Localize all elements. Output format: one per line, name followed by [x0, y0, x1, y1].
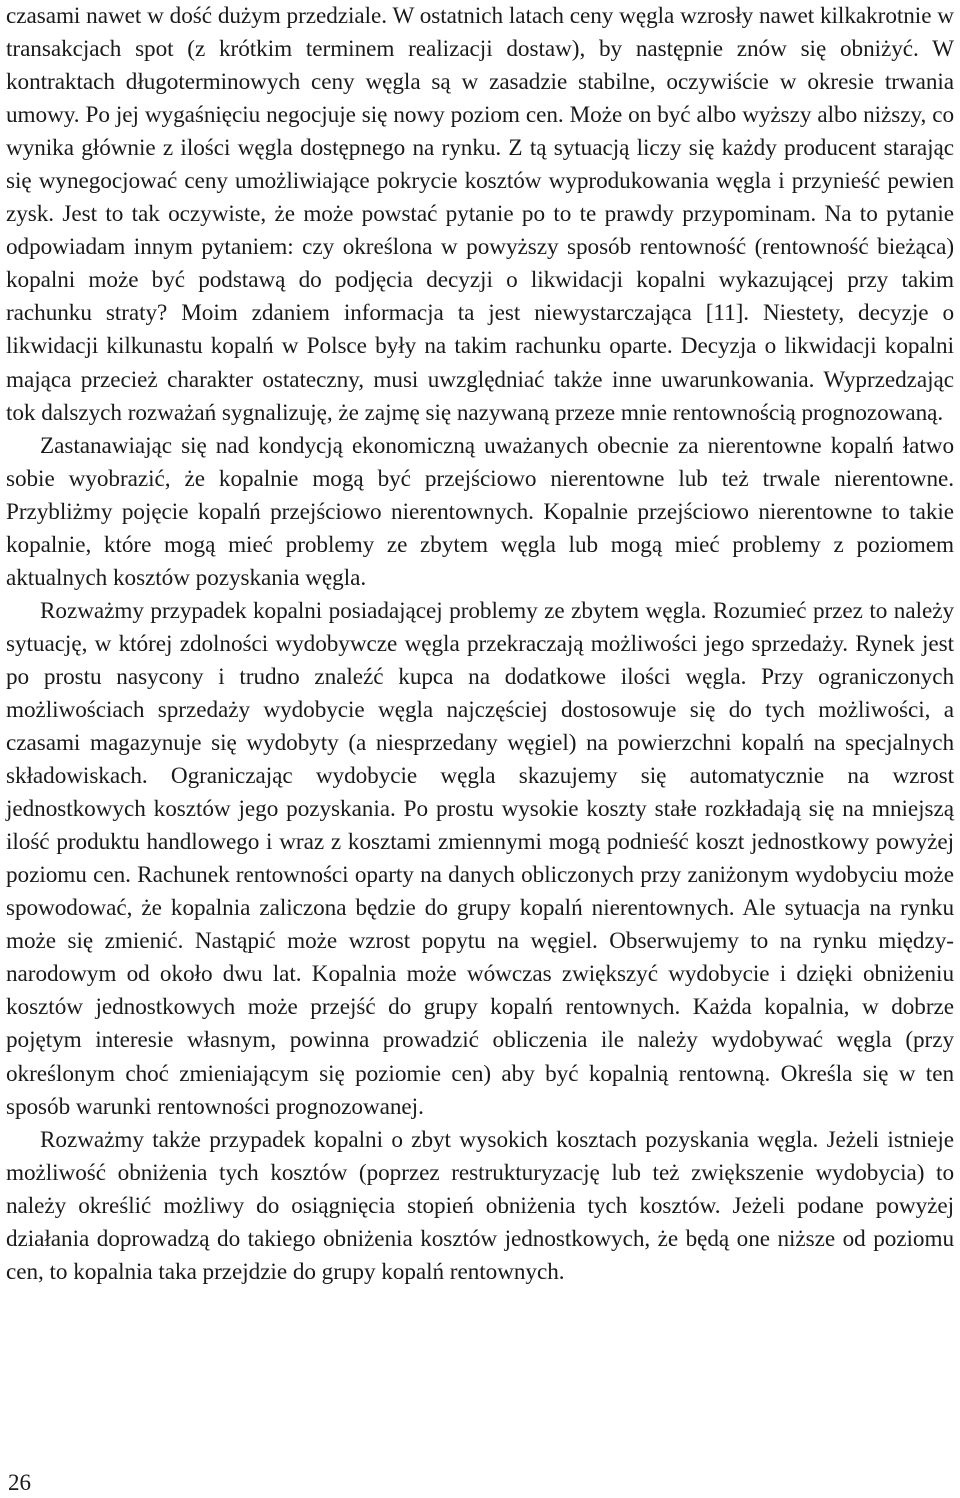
paragraph-3: Rozważmy przypadek kopalni posiadającej problemy ze zbytem węgla. Rozumieć przez to należy sytuację, w której zdolności wydobywcze węgla przekraczają możliwości jego sprzedaży. Rynek jest po prostu nasycony i trudno znaleźć kupca na dodatkowe ilości węgla. Przy ograniczonych możliwościach sprzedaży wydobycie węgla najczęściej dostosowuje się do tych możliwości, a czasami magazynuje się wydobyty (a niesprzedany węgiel) na powierzchni kopalń na specjalnych składowiskach. Ograniczając wydobycie węgla skazujemy się automatycznie na wzrost jednostkowych kosztów jego pozyskania. Po prostu wysokie koszty stałe rozkładają się na mniejszą ilość produktu handlowego i wraz z kosztami zmiennymi mogą podnieść koszt jednostkowy powyżej poziomu cen. Rachunek rentowności oparty na danych obliczonych przy zaniżonym wydobyciu może spowodować, że kopalnia zaliczona będzie do grupy kopalń nierentownych. Ale sytuacja na rynku może się zmienić. Nastąpić może wzrost popytu na węgiel. Obserwujemy to na rynku międzynarodowym od około dwu lat. Kopalnia może wówczas zwiększyć wydobycie i dzięki obniżeniu kosztów jednostkowych może przejść do grupy kopalń rentownych. Każda kopalnia, w dobrze pojętym interesie własnym, powinna prowadzić obliczenia ile należy wydobywać węgla (przy określonym choć zmieniającym się poziomie cen) aby być kopalnią rentowną. Określa się w ten sposób warunki rentowności prognozowanej.: [6, 597, 954, 1120]
document-page: [6, 0, 954, 1289]
paragraph-1: czasami nawet w dość dużym przedziale. W ostatnich latach ceny węgla wzrosły nawet kilkakrotnie w transakcjach spot (z krótkim terminem realizacji dostaw), by następnie znów się obniżyć. W kontraktach długoterminowych ceny węgla są w zasadzie stabilne, oczywiście w okresie trwania umowy. Po jej wygaśnięciu negocjuje się nowy poziom cen. Może on być albo wyższy albo niższy, co wynika głównie z ilości węgla dostępnego na rynku. Z tą sytuacją liczy się każdy producent starając się wynegocjować ceny umożliwiające pokrycie kosztów wyprodukowania węgla i przynieść pewien zysk. Jest to tak oczywiste, że może powstać pytanie po to te prawdy przypominam. Na to pytanie odpowiadam innym pytaniem: czy określona w powyższy sposób rentowność (rentowność bieżąca) kopalni może być podstawą do podjęcia decyzji o likwidacji kopalni wykazującej przy takim rachunku straty? Moim zdaniem informacja ta jest niewystarczająca [11]. Niestety, decyzje o likwidacji kilkunastu kopalń w Polsce były na takim rachunku oparte. Decyzja o likwidacji kopalni mająca przecież charakter ostateczny, musi uwzględniać także inne uwarunkowania. Wyprzedzając tok dalszych rozważań sygnalizuję, że zajmę się nazywaną przeze mnie rentownością prognozowaną.: [6, 3, 954, 426]
page-number: 26: [8, 1470, 31, 1495]
paragraph-2: Zastanawiając się nad kondycją ekonomiczną uważanych obecnie za nierentowne kopalń łatwo sobie wyobrazić, że kopalnie mogą być przejściowo nierentowne lub też trwale nierentowne. Przybliżmy pojęcie kopalń przejściowo nierentownych. Kopalnie przejściowo nierentowne to takie kopalnie, które mogą mieć problemy ze zbytem węgla lub mogą mieć problemy z poziomem aktualnych kosztów pozyskania węgla.: [6, 432, 954, 591]
paragraph-4: Rozważmy także przypadek kopalni o zbyt wysokich kosztach pozyskania węgla. Jeżeli istnieje możliwość obniżenia tych kosztów (poprzez restrukturyzację lub też zwiększenie wydobycia) to należy określić możliwy do osiągnięcia stopień obniżenia tych kosztów. Jeżeli podane powyżej działania doprowadzą do takiego obniżenia kosztów jednostkowych, że będą one niższe od poziomu cen, to kopalnia taka przejdzie do grupy kopalń rentownych.: [6, 1126, 954, 1285]
